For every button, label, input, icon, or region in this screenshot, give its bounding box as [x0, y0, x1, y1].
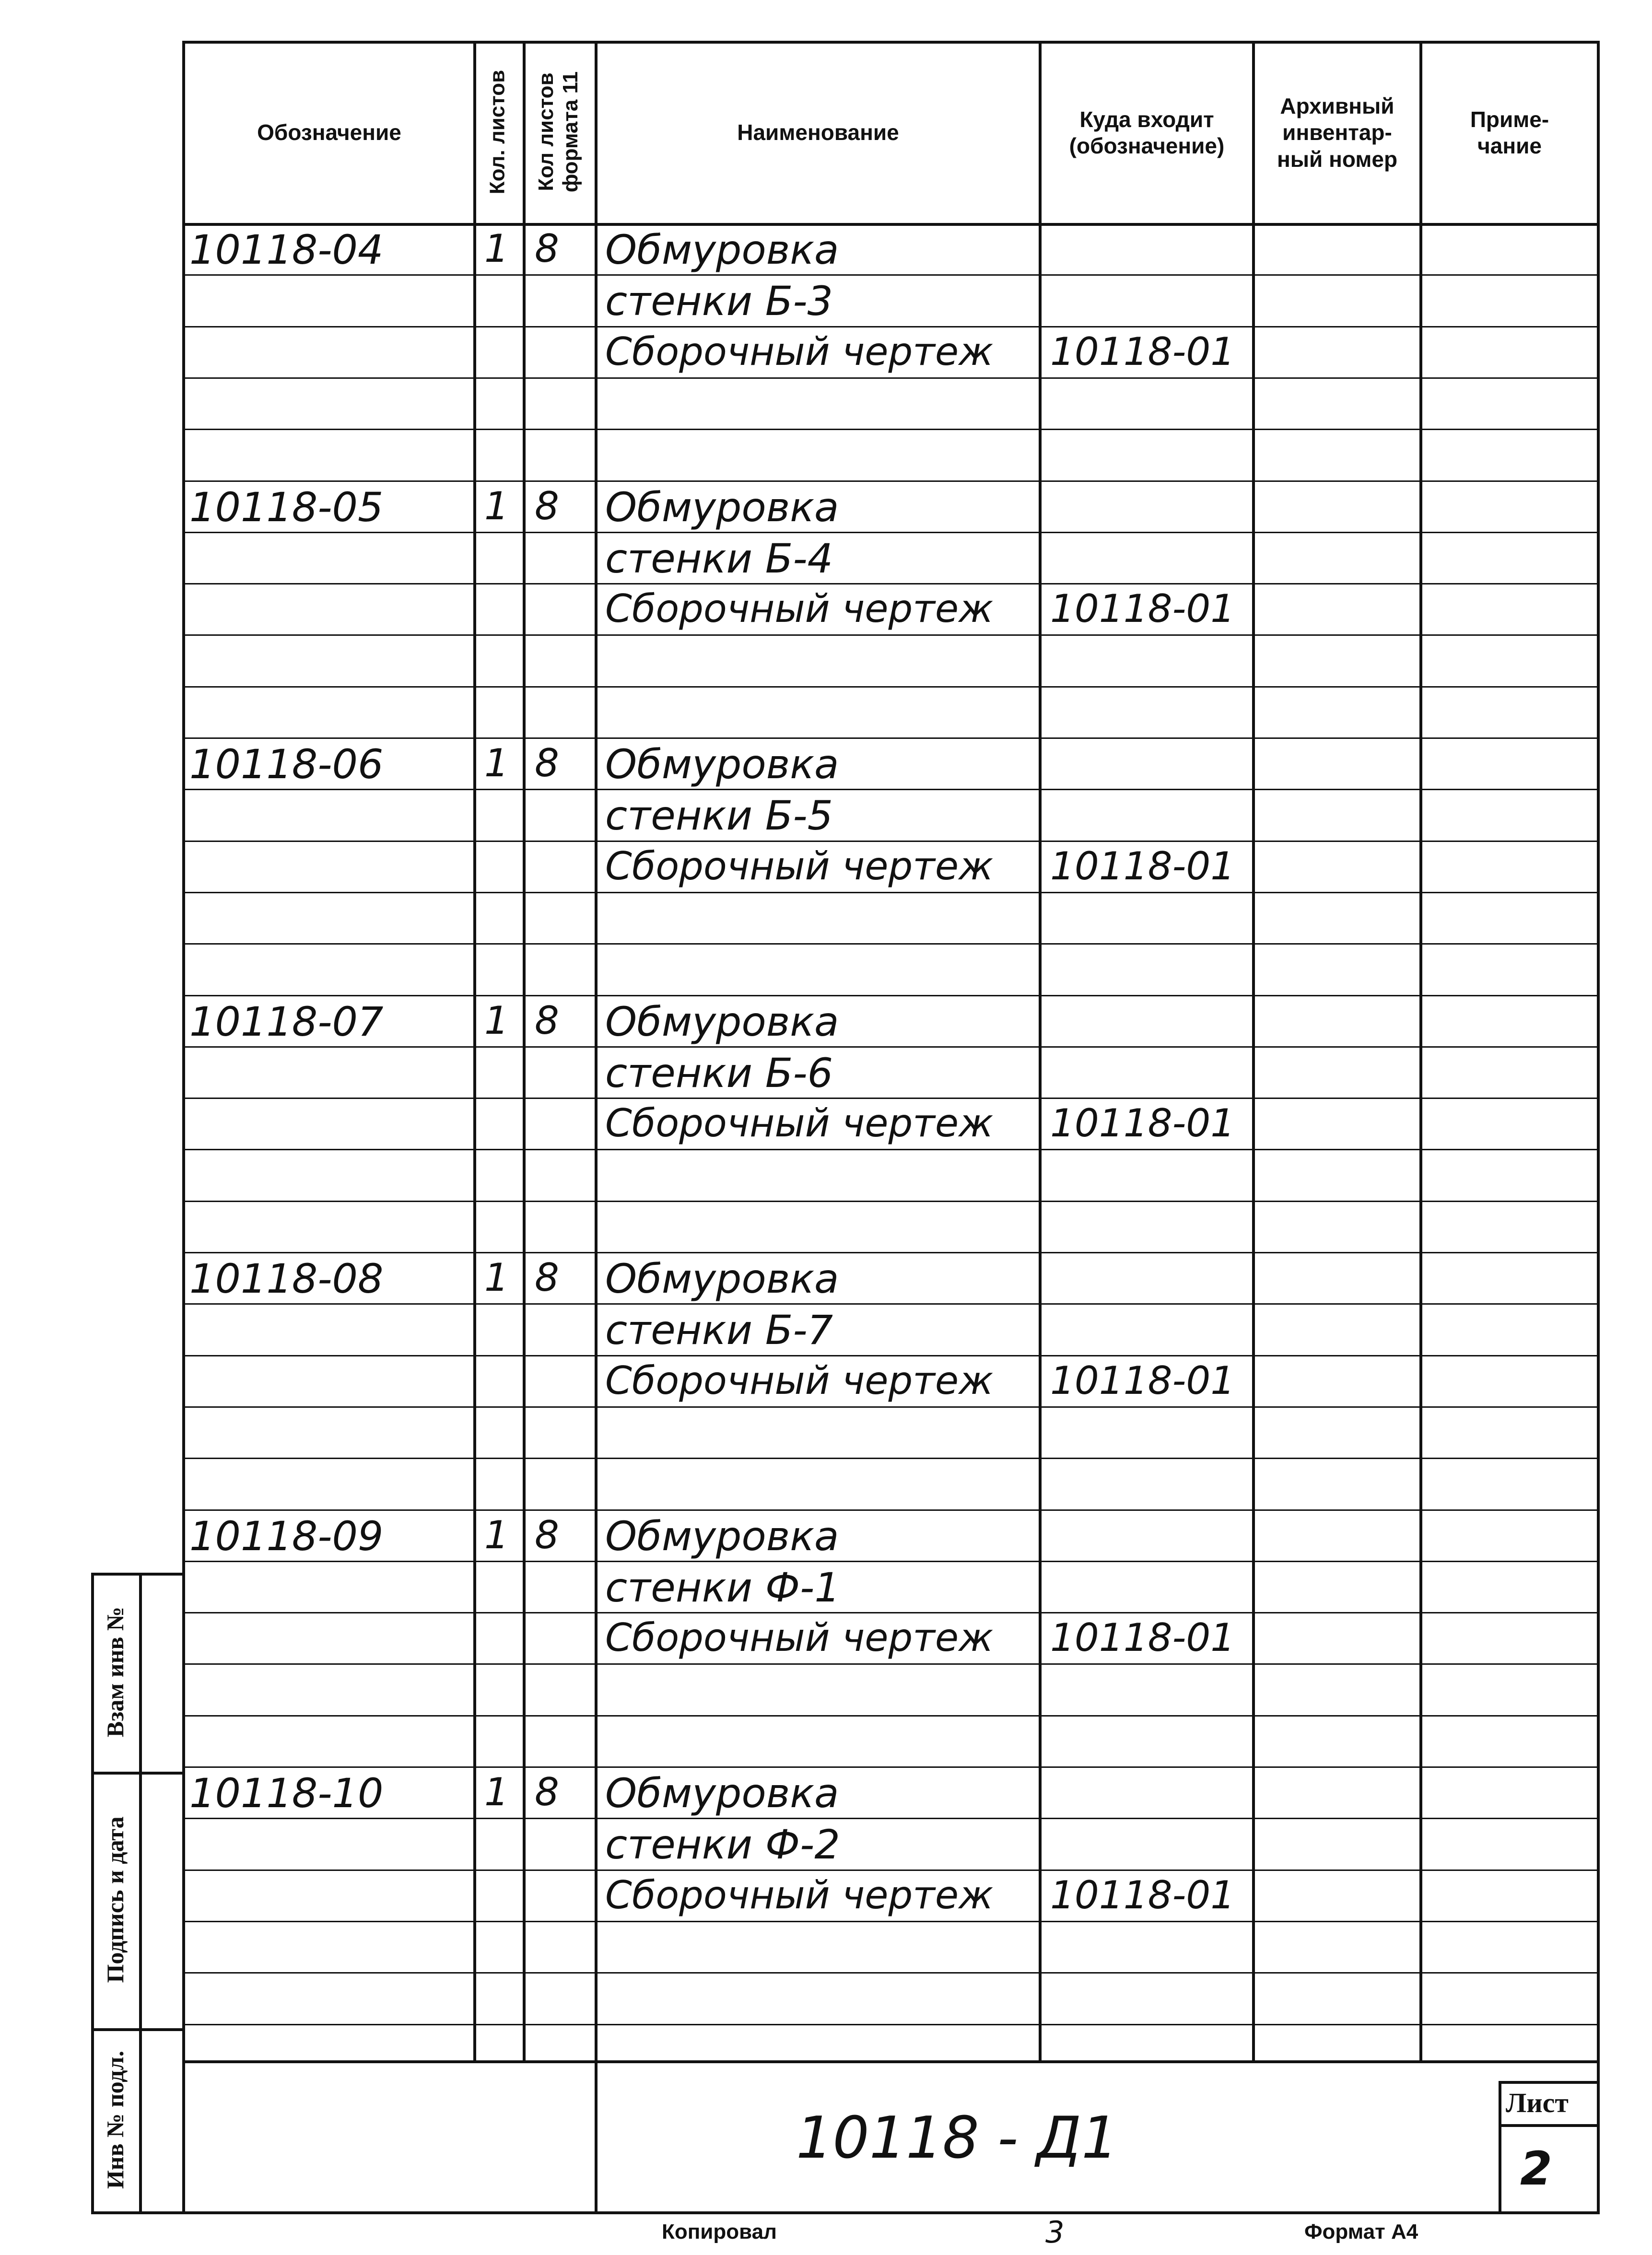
- item-sheets: 1: [484, 998, 509, 1043]
- item-designation: 10118-10: [189, 1770, 384, 1817]
- item-name-line3: Сборочный чертеж: [605, 1101, 994, 1145]
- stamp-inv-no-orig: Инв № подл.: [102, 2050, 129, 2189]
- row-line: [182, 274, 1599, 276]
- row-line: [182, 1561, 1599, 1562]
- row-line: [182, 1921, 1599, 1922]
- item-format11: 8: [535, 1770, 559, 1814]
- row-line: [182, 326, 1599, 327]
- row-line: [182, 1098, 1599, 1099]
- item-name-line1: Обмуровка: [605, 1255, 839, 1302]
- item-designation: 10118-09: [189, 1513, 384, 1560]
- item-used-in: 10118-01: [1050, 1358, 1235, 1403]
- sheet-number: 2: [1520, 2142, 1552, 2196]
- item-used-in: 10118-01: [1050, 329, 1235, 374]
- item-designation: 10118-06: [189, 741, 384, 788]
- header-note: Приме- чание: [1470, 106, 1549, 158]
- item-format11: 8: [535, 1513, 559, 1557]
- item-name-line2: стенки Б-6: [605, 1050, 833, 1097]
- row-line: [182, 2024, 1599, 2025]
- row-line: [182, 892, 1599, 893]
- stamp-signature-date: Подпись и дата: [102, 1816, 129, 1983]
- item-format11: 8: [535, 484, 559, 528]
- item-used-in: 10118-01: [1050, 844, 1235, 888]
- row-line: [182, 789, 1599, 790]
- item-sheets: 1: [484, 741, 509, 785]
- item-used-in: 10118-01: [1050, 1873, 1235, 1917]
- item-name-line1: Обмуровка: [605, 226, 839, 273]
- header-designation: Обозначение: [257, 120, 401, 145]
- item-format11: 8: [535, 998, 559, 1043]
- row-line: [182, 1201, 1599, 1202]
- row-line: [182, 943, 1599, 945]
- item-sheets: 1: [484, 484, 509, 528]
- footer-format: Формат А4: [1304, 2220, 1418, 2243]
- item-used-in: 10118-01: [1050, 1101, 1235, 1145]
- item-name-line1: Обмуровка: [605, 998, 839, 1045]
- item-designation: 10118-05: [189, 484, 384, 531]
- item-name-line3: Сборочный чертеж: [605, 844, 994, 888]
- row-line: [182, 1149, 1599, 1150]
- item-format11: 8: [535, 226, 559, 271]
- item-name-line1: Обмуровка: [605, 1770, 839, 1817]
- item-designation: 10118-04: [189, 226, 384, 273]
- footer-copied: Копировал: [662, 2220, 777, 2243]
- stamp-replaced-inv: Взам инв №: [102, 1606, 129, 1738]
- item-name-line3: Сборочный чертеж: [605, 1873, 994, 1917]
- item-sheets: 1: [484, 1770, 509, 1814]
- item-name-line2: стенки Б-4: [605, 535, 833, 582]
- item-name-line3: Сборочный чертеж: [605, 586, 994, 631]
- header-archive-no: Архивный инвентар- ный номер: [1277, 93, 1398, 172]
- row-line: [182, 1458, 1599, 1459]
- item-name-line2: стенки Б-5: [605, 792, 833, 839]
- row-line: [182, 1869, 1599, 1871]
- item-name-line3: Сборочный чертеж: [605, 1615, 994, 1660]
- row-line: [182, 377, 1599, 379]
- item-sheets: 1: [484, 1513, 509, 1557]
- item-name-line2: стенки Ф-2: [605, 1821, 840, 1868]
- item-name-line2: стенки Б-3: [605, 278, 833, 325]
- item-used-in: 10118-01: [1050, 586, 1235, 631]
- footer-page-mark: 3: [1045, 2215, 1065, 2250]
- row-line: [182, 1612, 1599, 1613]
- row-line: [182, 1766, 1599, 1768]
- row-line: [182, 737, 1599, 739]
- item-name-line1: Обмуровка: [605, 1513, 839, 1560]
- header-name: Наименование: [737, 120, 899, 145]
- row-line: [182, 1972, 1599, 1974]
- row-line: [182, 1663, 1599, 1665]
- row-line: [182, 1509, 1599, 1511]
- item-name-line1: Обмуровка: [605, 484, 839, 531]
- doc-code: 10118 - Д1: [796, 2105, 1118, 2172]
- item-name-line3: Сборочный чертеж: [605, 1358, 994, 1403]
- item-name-line3: Сборочный чертеж: [605, 329, 994, 374]
- row-line: [182, 1252, 1599, 1253]
- row-line: [182, 583, 1599, 584]
- row-line: [182, 995, 1599, 996]
- header-sheets-count: Кол. листов: [485, 70, 509, 195]
- row-line: [182, 841, 1599, 842]
- row-line: [182, 686, 1599, 688]
- item-used-in: 10118-01: [1050, 1615, 1235, 1660]
- row-line: [182, 1355, 1599, 1356]
- row-line: [182, 1303, 1599, 1305]
- row-line: [182, 532, 1599, 533]
- item-name-line2: стенки Ф-1: [605, 1564, 840, 1611]
- item-name-line2: стенки Б-7: [605, 1307, 833, 1354]
- item-sheets: 1: [484, 226, 509, 271]
- item-sheets: 1: [484, 1255, 509, 1300]
- row-line: [182, 1715, 1599, 1717]
- header-used-in: Куда входит (обозначение): [1069, 106, 1225, 158]
- row-line: [182, 480, 1599, 482]
- row-line: [182, 429, 1599, 430]
- item-designation: 10118-07: [189, 998, 384, 1045]
- item-designation: 10118-08: [189, 1255, 384, 1302]
- row-line: [182, 634, 1599, 636]
- row-line: [182, 1818, 1599, 1819]
- item-format11: 8: [535, 1255, 559, 1300]
- sheet-label: Лист: [1506, 2087, 1569, 2118]
- item-format11: 8: [535, 741, 559, 785]
- item-name-line1: Обмуровка: [605, 741, 839, 788]
- row-line: [182, 1046, 1599, 1048]
- row-line: [182, 1406, 1599, 1408]
- header-sheets-format11: Кол листов формата 11: [534, 71, 582, 193]
